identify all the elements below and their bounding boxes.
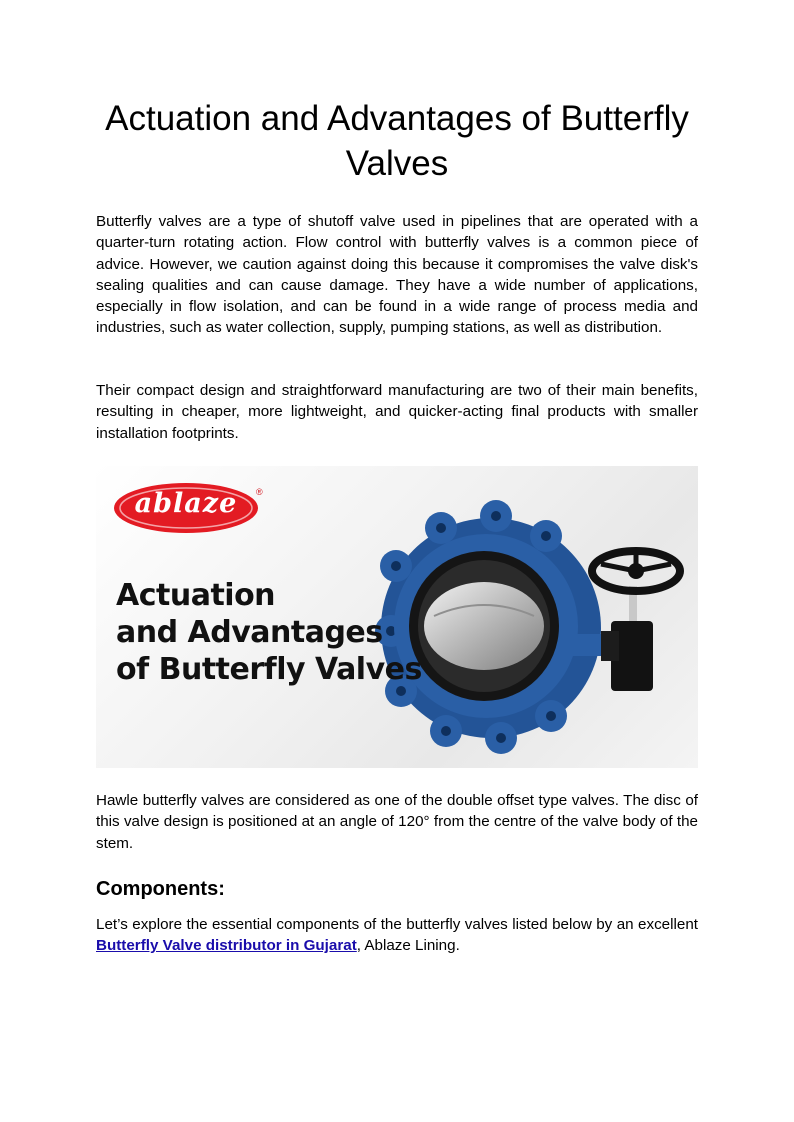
distributor-link[interactable]: Butterfly Valve distributor in Gujarat bbox=[96, 937, 357, 955]
page-title: Actuation and Advantages of Butterfly Valves bbox=[105, 99, 689, 183]
banner-line-3: of Butterfly Valves bbox=[116, 652, 422, 687]
components-heading: Components: bbox=[96, 878, 225, 900]
logo-text: ablaze bbox=[134, 488, 238, 519]
components-intro-paragraph bbox=[96, 914, 698, 957]
banner-line-2: and Advantages bbox=[116, 615, 383, 650]
logo-registered-mark: ® bbox=[256, 487, 263, 497]
valve-disc bbox=[424, 582, 544, 670]
components-intro-tail: , Ablaze Lining. bbox=[356, 937, 460, 955]
hawle-paragraph: Hawle butterfly valves are considered as one of the double offset type valves. The disc of this valve design is positioned at an angle of 120° from the centre of the valve body of the stem. bbox=[96, 792, 698, 852]
banner-line-1: Actuation bbox=[116, 578, 276, 613]
components-intro-text: Let’s explore the essential components of the butterfly valves listed below by an excellent bbox=[96, 916, 698, 933]
handwheel bbox=[592, 551, 680, 591]
banner-image bbox=[96, 466, 698, 768]
benefits-paragraph: Their compact design and straightforward manufacturing are two of their main benefits, resulting in cheaper, more lightweight, and quicker-acting final products with smaller installation footprints. bbox=[96, 382, 698, 442]
intro-paragraph: Butterfly valves are a type of shutoff valve used in pipelines that are operated with a quarter-turn rotating action. Flow control with butterfly valves is a common piece of advice. However, we caution against doing this because it compromises the valve disk's sealing qualities and can cause damage. They have a wide number of applications, especially in flow isolation, and can be found in a wide range of process media and industries, such as water collection, supply, pumping stations, as well as distribution. bbox=[96, 213, 698, 337]
